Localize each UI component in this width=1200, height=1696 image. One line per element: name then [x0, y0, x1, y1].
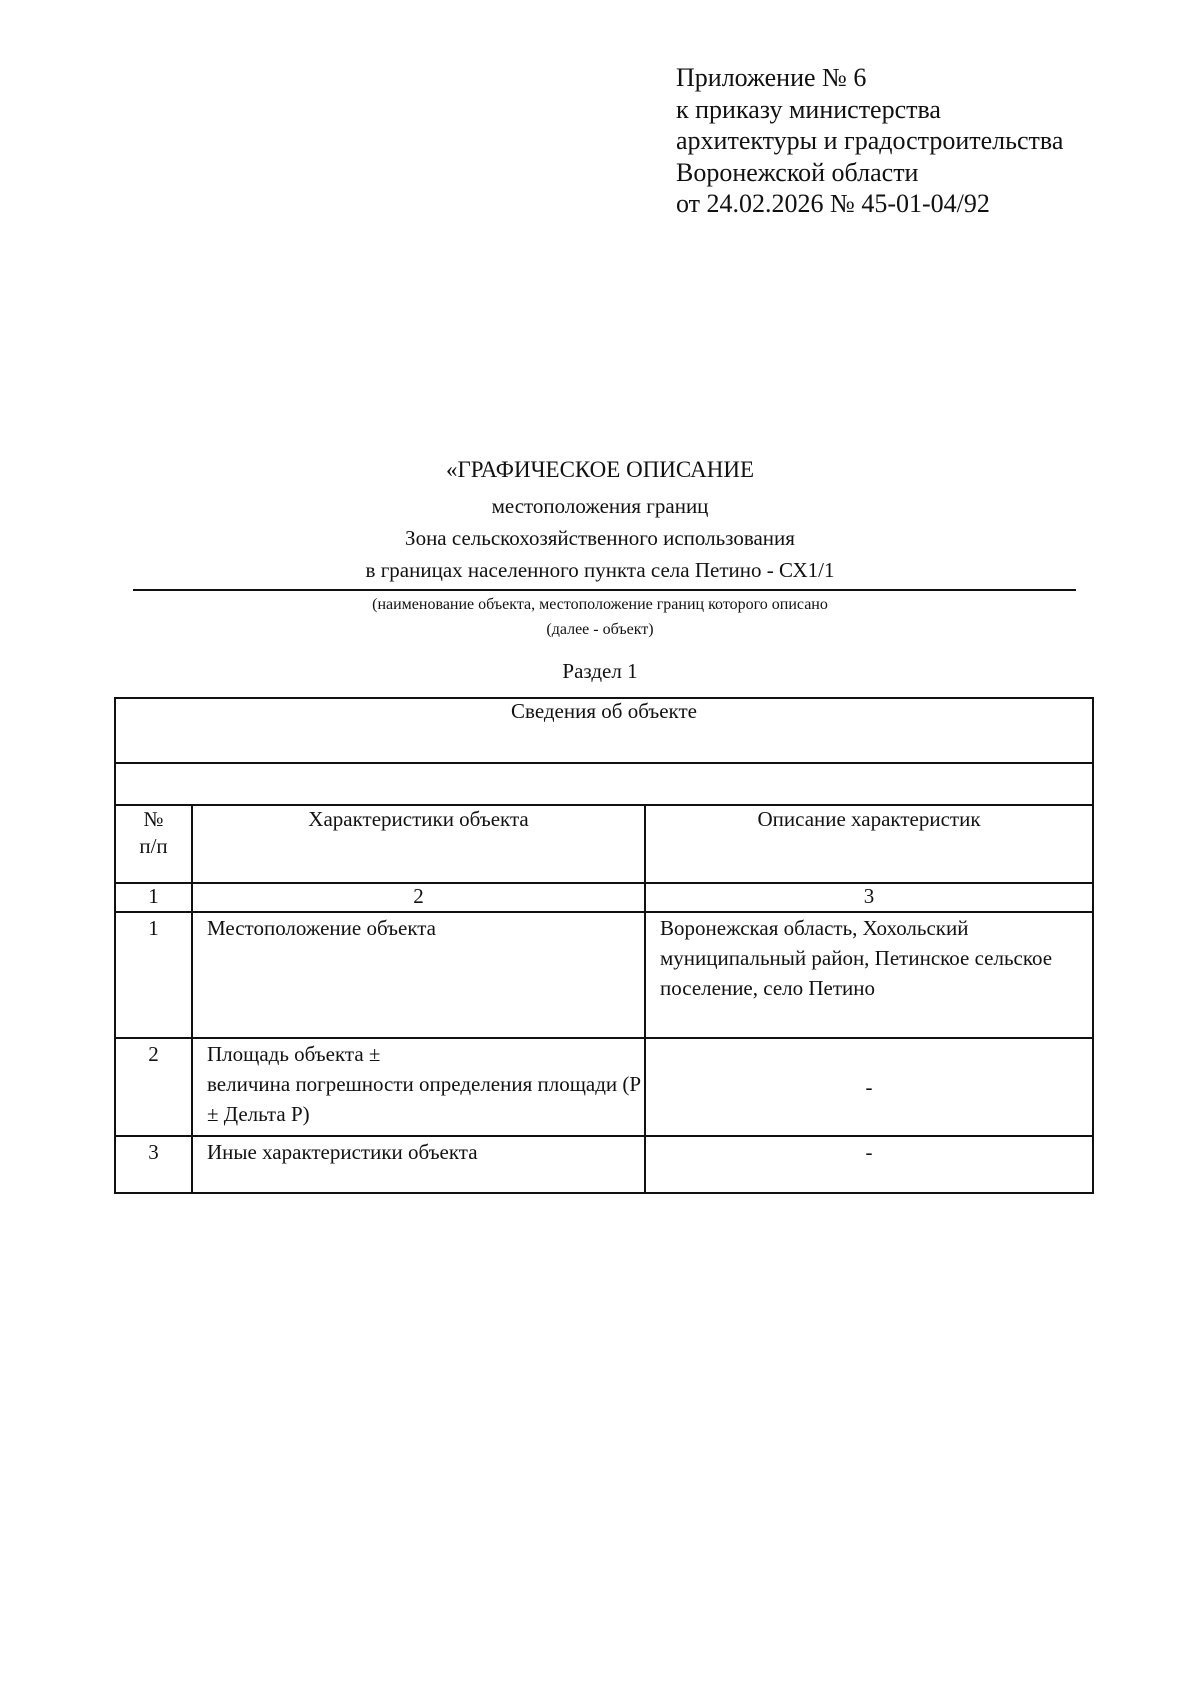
row-characteristic: Иные характеристики объекта: [192, 1136, 645, 1193]
row-description: Воронежская область, Хохольский муниципальный район, Петинское сельское поселение, село Петино: [645, 912, 1093, 1038]
appendix-line: к приказу министерства: [676, 94, 941, 124]
document-subtitle: местоположения границ: [491, 494, 709, 518]
header-characteristic: Характеристики объекта: [192, 805, 645, 883]
object-name: Зона сельскохозяйственного использования: [405, 526, 795, 550]
title-note: (наименование объекта, местоположение границ которого описано: [372, 596, 828, 613]
row-description: -: [645, 1136, 1093, 1193]
column-number: 3: [645, 883, 1093, 912]
object-location: в границах населенного пункта села Петино - СХ1/1: [365, 558, 835, 582]
title-note: (далее - объект): [546, 621, 654, 638]
header-description: Описание характеристик: [645, 805, 1093, 883]
appendix-line: архитектуры и градостроительства: [676, 126, 1064, 155]
document-title: «ГРАФИЧЕСКОЕ ОПИСАНИЕ: [445, 457, 754, 482]
appendix-line: Воронежской области: [676, 157, 919, 187]
table-caption-row: [115, 698, 1093, 763]
table-empty-row: [115, 763, 1093, 805]
row-characteristic: Местоположение объекта: [192, 912, 645, 1038]
title-underline: [133, 589, 1076, 591]
table-row: [115, 1038, 1093, 1136]
row-number: 2: [115, 1038, 192, 1136]
table-row: [115, 912, 1093, 1038]
row-number: 1: [115, 912, 192, 1038]
appendix-line: Приложение № 6: [676, 63, 867, 92]
column-number-row: [115, 883, 1093, 912]
table-caption: Сведения об объекте: [115, 698, 1093, 763]
object-info-table: [114, 697, 1094, 1194]
appendix-header: [676, 62, 1063, 220]
header-number: № п/п: [115, 805, 192, 883]
row-number: 3: [115, 1136, 192, 1193]
row-description: -: [645, 1038, 1093, 1136]
section-heading: Раздел 1: [562, 659, 638, 683]
table-header-row: [115, 805, 1093, 883]
table-row: [115, 1136, 1093, 1193]
column-number: 1: [115, 883, 192, 912]
row-characteristic: Площадь объекта ± величина погрешности определения площади (Р ± Дельта Р): [192, 1038, 645, 1136]
column-number: 2: [192, 883, 645, 912]
appendix-line: от 24.02.2026 № 45-01-04/92: [676, 189, 990, 218]
